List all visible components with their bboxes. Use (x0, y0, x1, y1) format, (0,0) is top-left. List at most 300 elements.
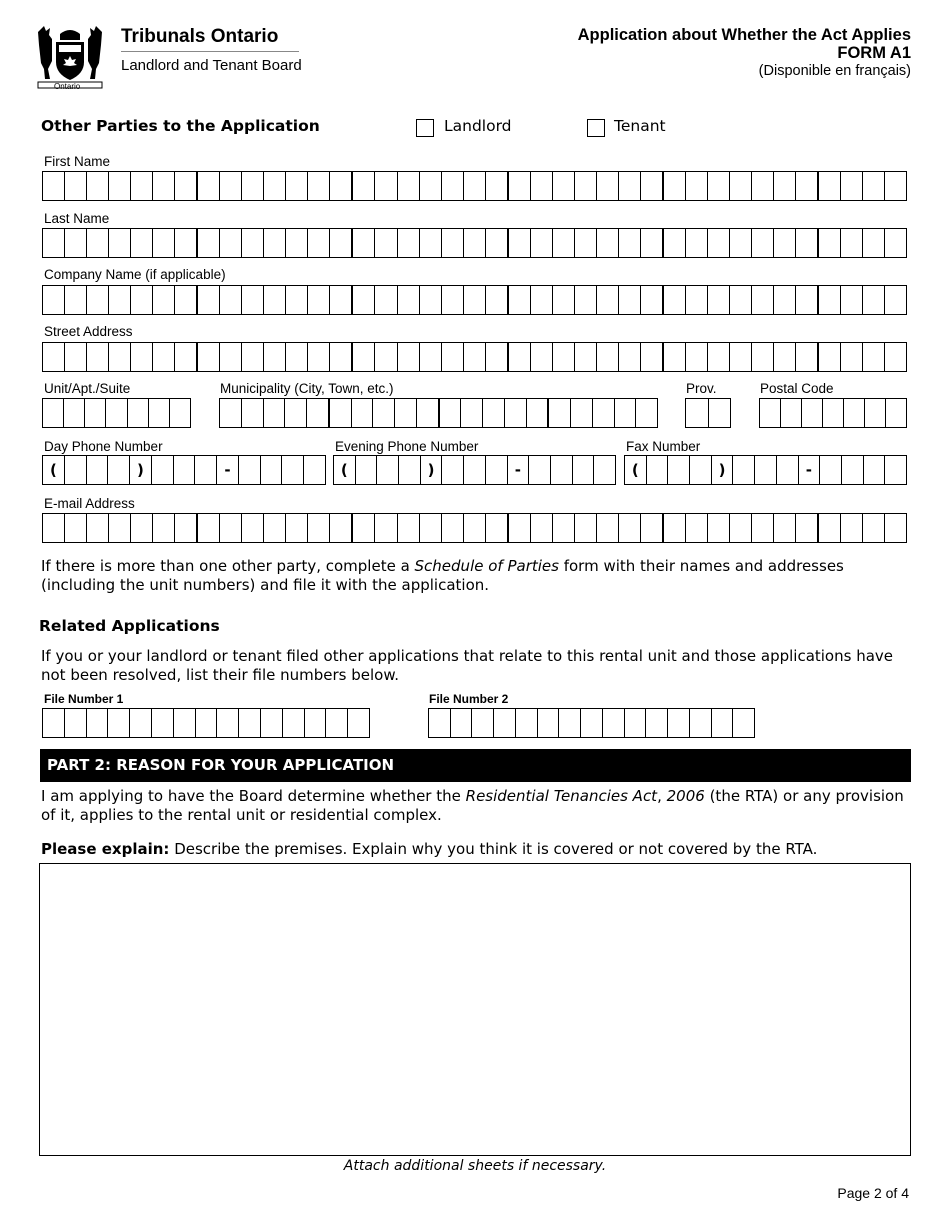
character-cell[interactable] (594, 456, 616, 484)
character-cell[interactable] (708, 514, 730, 542)
character-cell[interactable] (264, 399, 286, 427)
character-cell[interactable] (198, 172, 220, 200)
character-cell[interactable] (285, 399, 307, 427)
character-cell[interactable] (842, 456, 864, 484)
character-cell[interactable] (242, 514, 264, 542)
character-cell[interactable] (87, 456, 109, 484)
character-cell[interactable] (442, 286, 464, 314)
character-cell[interactable] (220, 229, 242, 257)
character-cell[interactable] (429, 709, 451, 737)
character-cell[interactable] (131, 172, 153, 200)
character-cell[interactable] (730, 514, 752, 542)
character-cell[interactable] (885, 514, 907, 542)
character-cell[interactable] (527, 399, 550, 427)
character-cell[interactable] (87, 172, 109, 200)
last-name-field[interactable] (42, 228, 907, 258)
character-cell[interactable] (198, 514, 220, 542)
file-number-1-field[interactable] (42, 708, 370, 738)
character-cell[interactable] (730, 286, 752, 314)
character-cell[interactable] (486, 229, 509, 257)
character-cell[interactable] (131, 229, 153, 257)
character-cell[interactable] (242, 399, 264, 427)
character-cell[interactable] (641, 514, 664, 542)
municipality-field[interactable] (219, 398, 658, 428)
character-cell[interactable] (619, 343, 641, 371)
character-cell[interactable] (106, 399, 127, 427)
character-cell[interactable] (603, 709, 625, 737)
character-cell[interactable] (885, 456, 907, 484)
character-cell[interactable] (109, 343, 131, 371)
character-cell[interactable] (708, 286, 730, 314)
character-cell[interactable] (220, 343, 242, 371)
character-cell[interactable] (308, 514, 330, 542)
character-cell[interactable] (593, 399, 615, 427)
character-cell[interactable] (819, 229, 841, 257)
character-cell[interactable] (575, 229, 597, 257)
character-cell[interactable] (264, 286, 286, 314)
character-cell[interactable] (664, 514, 686, 542)
postal-code-field[interactable] (759, 398, 907, 428)
character-cell[interactable] (755, 456, 777, 484)
character-cell[interactable] (486, 343, 509, 371)
character-cell[interactable] (686, 172, 708, 200)
character-cell[interactable] (531, 229, 553, 257)
character-cell[interactable] (420, 172, 442, 200)
character-cell[interactable] (863, 286, 885, 314)
character-cell[interactable] (664, 172, 686, 200)
character-cell[interactable] (708, 229, 730, 257)
character-cell[interactable] (885, 229, 907, 257)
character-cell[interactable] (641, 229, 664, 257)
character-cell[interactable] (130, 709, 152, 737)
character-cell[interactable] (690, 709, 712, 737)
character-cell[interactable] (841, 172, 863, 200)
character-cell[interactable] (375, 286, 397, 314)
character-cell[interactable] (153, 343, 175, 371)
character-cell[interactable] (417, 399, 440, 427)
character-cell[interactable] (619, 514, 641, 542)
character-cell[interactable] (641, 343, 664, 371)
character-cell[interactable] (819, 286, 841, 314)
character-cell[interactable] (597, 343, 619, 371)
province-field[interactable] (685, 398, 731, 428)
character-cell[interactable] (464, 286, 486, 314)
character-cell[interactable] (286, 172, 308, 200)
character-cell[interactable] (440, 399, 462, 427)
character-cell[interactable] (282, 456, 304, 484)
character-cell[interactable] (264, 229, 286, 257)
character-cell[interactable] (686, 286, 708, 314)
character-cell[interactable] (796, 343, 819, 371)
character-cell[interactable] (153, 172, 175, 200)
character-cell[interactable] (844, 399, 865, 427)
character-cell[interactable] (553, 286, 575, 314)
character-cell[interactable] (819, 514, 841, 542)
character-cell[interactable] (330, 229, 353, 257)
character-cell[interactable] (752, 172, 774, 200)
character-cell[interactable] (538, 709, 560, 737)
character-cell[interactable] (220, 172, 242, 200)
character-cell[interactable] (733, 709, 755, 737)
character-cell[interactable] (198, 286, 220, 314)
character-cell[interactable] (531, 343, 553, 371)
character-cell[interactable] (531, 514, 553, 542)
character-cell[interactable] (175, 514, 198, 542)
character-cell[interactable] (87, 343, 109, 371)
character-cell[interactable] (239, 456, 261, 484)
character-cell[interactable] (43, 229, 65, 257)
character-cell[interactable] (348, 709, 370, 737)
character-cell[interactable] (286, 229, 308, 257)
character-cell[interactable] (486, 286, 509, 314)
character-cell[interactable] (442, 229, 464, 257)
street-address-field[interactable] (42, 342, 907, 372)
character-cell[interactable] (220, 514, 242, 542)
character-cell[interactable] (464, 172, 486, 200)
character-cell[interactable] (559, 709, 581, 737)
character-cell[interactable] (131, 514, 153, 542)
character-cell[interactable] (885, 343, 907, 371)
character-cell[interactable] (128, 399, 149, 427)
character-cell[interactable] (730, 172, 752, 200)
character-cell[interactable] (131, 343, 153, 371)
character-cell[interactable] (509, 514, 531, 542)
character-cell[interactable] (597, 172, 619, 200)
character-cell[interactable] (553, 229, 575, 257)
character-cell[interactable] (575, 172, 597, 200)
character-cell[interactable] (399, 456, 421, 484)
character-cell[interactable] (752, 514, 774, 542)
character-cell[interactable] (841, 229, 863, 257)
character-cell[interactable] (571, 399, 593, 427)
fax-number-field[interactable] (624, 455, 907, 485)
character-cell[interactable] (356, 456, 378, 484)
character-cell[interactable] (647, 456, 669, 484)
character-cell[interactable] (551, 456, 573, 484)
character-cell[interactable] (375, 343, 397, 371)
character-cell[interactable] (330, 514, 353, 542)
character-cell[interactable] (174, 456, 196, 484)
character-cell[interactable] (108, 709, 130, 737)
character-cell[interactable] (668, 709, 690, 737)
character-cell[interactable] (242, 229, 264, 257)
character-cell[interactable] (464, 514, 486, 542)
character-cell[interactable] (175, 229, 198, 257)
email-field[interactable] (42, 513, 907, 543)
character-cell[interactable] (43, 514, 65, 542)
character-cell[interactable] (619, 172, 641, 200)
character-cell[interactable] (886, 399, 907, 427)
character-cell[interactable] (885, 172, 907, 200)
character-cell[interactable] (375, 229, 397, 257)
character-cell[interactable] (442, 172, 464, 200)
character-cell[interactable] (43, 172, 65, 200)
character-cell[interactable] (619, 229, 641, 257)
character-cell[interactable] (641, 172, 664, 200)
character-cell[interactable] (330, 399, 352, 427)
character-cell[interactable] (442, 456, 464, 484)
character-cell[interactable] (752, 229, 774, 257)
character-cell[interactable] (85, 399, 106, 427)
character-cell[interactable] (549, 399, 571, 427)
character-cell[interactable] (286, 343, 308, 371)
character-cell[interactable] (863, 343, 885, 371)
character-cell[interactable] (375, 172, 397, 200)
character-cell[interactable] (43, 343, 65, 371)
character-cell[interactable] (330, 343, 353, 371)
character-cell[interactable] (796, 172, 819, 200)
character-cell[interactable] (863, 514, 885, 542)
character-cell[interactable] (573, 456, 595, 484)
character-cell[interactable] (575, 514, 597, 542)
character-cell[interactable] (326, 709, 348, 737)
character-cell[interactable] (516, 709, 538, 737)
character-cell[interactable] (175, 286, 198, 314)
character-cell[interactable] (43, 709, 65, 737)
character-cell[interactable] (353, 286, 375, 314)
character-cell[interactable] (760, 399, 781, 427)
character-cell[interactable] (307, 399, 330, 427)
character-cell[interactable] (505, 399, 527, 427)
character-cell[interactable] (641, 286, 664, 314)
character-cell[interactable] (796, 286, 819, 314)
character-cell[interactable] (461, 399, 483, 427)
character-cell[interactable] (264, 172, 286, 200)
character-cell[interactable] (619, 286, 641, 314)
character-cell[interactable] (65, 229, 87, 257)
character-cell[interactable] (87, 229, 109, 257)
character-cell[interactable] (305, 709, 327, 737)
character-cell[interactable] (220, 399, 242, 427)
character-cell[interactable] (451, 709, 473, 737)
character-cell[interactable] (65, 456, 87, 484)
character-cell[interactable] (581, 709, 603, 737)
character-cell[interactable] (531, 172, 553, 200)
character-cell[interactable] (509, 172, 531, 200)
character-cell[interactable] (686, 229, 708, 257)
character-cell[interactable] (304, 456, 326, 484)
character-cell[interactable] (131, 286, 153, 314)
landlord-checkbox[interactable] (416, 119, 434, 137)
character-cell[interactable] (712, 709, 734, 737)
character-cell[interactable] (442, 514, 464, 542)
character-cell[interactable] (87, 709, 109, 737)
character-cell[interactable] (308, 229, 330, 257)
character-cell[interactable] (820, 456, 842, 484)
character-cell[interactable] (261, 456, 283, 484)
character-cell[interactable] (730, 343, 752, 371)
character-cell[interactable] (774, 172, 796, 200)
character-cell[interactable] (286, 514, 308, 542)
character-cell[interactable] (65, 172, 87, 200)
character-cell[interactable] (708, 172, 730, 200)
character-cell[interactable] (664, 343, 686, 371)
character-cell[interactable] (494, 709, 516, 737)
character-cell[interactable] (308, 343, 330, 371)
character-cell[interactable] (531, 286, 553, 314)
character-cell[interactable] (486, 514, 509, 542)
unit-field[interactable] (42, 398, 191, 428)
character-cell[interactable] (864, 456, 886, 484)
character-cell[interactable] (377, 456, 399, 484)
character-cell[interactable] (777, 456, 799, 484)
character-cell[interactable] (64, 399, 85, 427)
character-cell[interactable] (283, 709, 305, 737)
character-cell[interactable] (472, 709, 494, 737)
character-cell[interactable] (664, 286, 686, 314)
character-cell[interactable] (65, 343, 87, 371)
character-cell[interactable] (686, 399, 709, 427)
character-cell[interactable] (483, 399, 505, 427)
character-cell[interactable] (174, 709, 196, 737)
character-cell[interactable] (730, 229, 752, 257)
character-cell[interactable] (152, 709, 174, 737)
character-cell[interactable] (109, 286, 131, 314)
character-cell[interactable] (398, 229, 420, 257)
character-cell[interactable] (286, 286, 308, 314)
character-cell[interactable] (486, 172, 509, 200)
character-cell[interactable] (175, 172, 198, 200)
character-cell[interactable] (264, 343, 286, 371)
character-cell[interactable] (752, 343, 774, 371)
character-cell[interactable] (353, 229, 375, 257)
character-cell[interactable] (242, 343, 264, 371)
character-cell[interactable] (149, 399, 170, 427)
character-cell[interactable] (330, 286, 353, 314)
character-cell[interactable] (615, 399, 637, 427)
day-phone-field[interactable] (42, 455, 326, 485)
character-cell[interactable] (87, 286, 109, 314)
character-cell[interactable] (464, 229, 486, 257)
character-cell[interactable] (885, 286, 907, 314)
character-cell[interactable] (442, 343, 464, 371)
character-cell[interactable] (198, 343, 220, 371)
character-cell[interactable] (819, 172, 841, 200)
character-cell[interactable] (774, 229, 796, 257)
character-cell[interactable] (774, 286, 796, 314)
character-cell[interactable] (398, 514, 420, 542)
character-cell[interactable] (863, 172, 885, 200)
character-cell[interactable] (625, 709, 647, 737)
character-cell[interactable] (217, 709, 239, 737)
character-cell[interactable] (352, 399, 374, 427)
character-cell[interactable] (646, 709, 668, 737)
character-cell[interactable] (636, 399, 658, 427)
character-cell[interactable] (486, 456, 508, 484)
character-cell[interactable] (109, 514, 131, 542)
character-cell[interactable] (242, 172, 264, 200)
character-cell[interactable] (198, 229, 220, 257)
character-cell[interactable] (733, 456, 755, 484)
character-cell[interactable] (690, 456, 712, 484)
character-cell[interactable] (65, 286, 87, 314)
file-number-2-field[interactable] (428, 708, 755, 738)
character-cell[interactable] (509, 229, 531, 257)
character-cell[interactable] (398, 343, 420, 371)
character-cell[interactable] (220, 286, 242, 314)
character-cell[interactable] (170, 399, 191, 427)
character-cell[interactable] (509, 343, 531, 371)
character-cell[interactable] (796, 229, 819, 257)
character-cell[interactable] (353, 343, 375, 371)
character-cell[interactable] (153, 229, 175, 257)
company-name-field[interactable] (42, 285, 907, 315)
character-cell[interactable] (553, 172, 575, 200)
character-cell[interactable] (153, 514, 175, 542)
character-cell[interactable] (774, 514, 796, 542)
character-cell[interactable] (752, 286, 774, 314)
character-cell[interactable] (353, 172, 375, 200)
tenant-checkbox[interactable] (587, 119, 605, 137)
character-cell[interactable] (575, 343, 597, 371)
character-cell[interactable] (841, 286, 863, 314)
character-cell[interactable] (774, 343, 796, 371)
character-cell[interactable] (863, 229, 885, 257)
explanation-textarea[interactable] (39, 863, 911, 1156)
character-cell[interactable] (175, 343, 198, 371)
character-cell[interactable] (109, 172, 131, 200)
character-cell[interactable] (819, 343, 841, 371)
character-cell[interactable] (239, 709, 261, 737)
evening-phone-field[interactable] (333, 455, 616, 485)
character-cell[interactable] (841, 514, 863, 542)
character-cell[interactable] (109, 229, 131, 257)
character-cell[interactable] (330, 172, 353, 200)
character-cell[interactable] (686, 514, 708, 542)
character-cell[interactable] (464, 456, 486, 484)
character-cell[interactable] (375, 514, 397, 542)
character-cell[interactable] (196, 709, 218, 737)
character-cell[interactable] (781, 399, 802, 427)
character-cell[interactable] (553, 514, 575, 542)
character-cell[interactable] (43, 286, 65, 314)
character-cell[interactable] (686, 343, 708, 371)
character-cell[interactable] (398, 286, 420, 314)
character-cell[interactable] (597, 229, 619, 257)
character-cell[interactable] (87, 514, 109, 542)
character-cell[interactable] (823, 399, 844, 427)
character-cell[interactable] (420, 343, 442, 371)
character-cell[interactable] (553, 343, 575, 371)
character-cell[interactable] (65, 709, 87, 737)
character-cell[interactable] (420, 514, 442, 542)
character-cell[interactable] (308, 172, 330, 200)
character-cell[interactable] (575, 286, 597, 314)
character-cell[interactable] (865, 399, 886, 427)
character-cell[interactable] (395, 399, 417, 427)
character-cell[interactable] (152, 456, 174, 484)
character-cell[interactable] (373, 399, 395, 427)
character-cell[interactable] (261, 709, 283, 737)
character-cell[interactable] (242, 286, 264, 314)
character-cell[interactable] (43, 399, 64, 427)
character-cell[interactable] (668, 456, 690, 484)
character-cell[interactable] (108, 456, 130, 484)
character-cell[interactable] (796, 514, 819, 542)
character-cell[interactable] (708, 343, 730, 371)
character-cell[interactable] (420, 229, 442, 257)
character-cell[interactable] (709, 399, 732, 427)
character-cell[interactable] (420, 286, 442, 314)
character-cell[interactable] (664, 229, 686, 257)
character-cell[interactable] (195, 456, 217, 484)
character-cell[interactable] (841, 343, 863, 371)
character-cell[interactable] (597, 286, 619, 314)
character-cell[interactable] (802, 399, 823, 427)
character-cell[interactable] (464, 343, 486, 371)
character-cell[interactable] (509, 286, 531, 314)
character-cell[interactable] (597, 514, 619, 542)
